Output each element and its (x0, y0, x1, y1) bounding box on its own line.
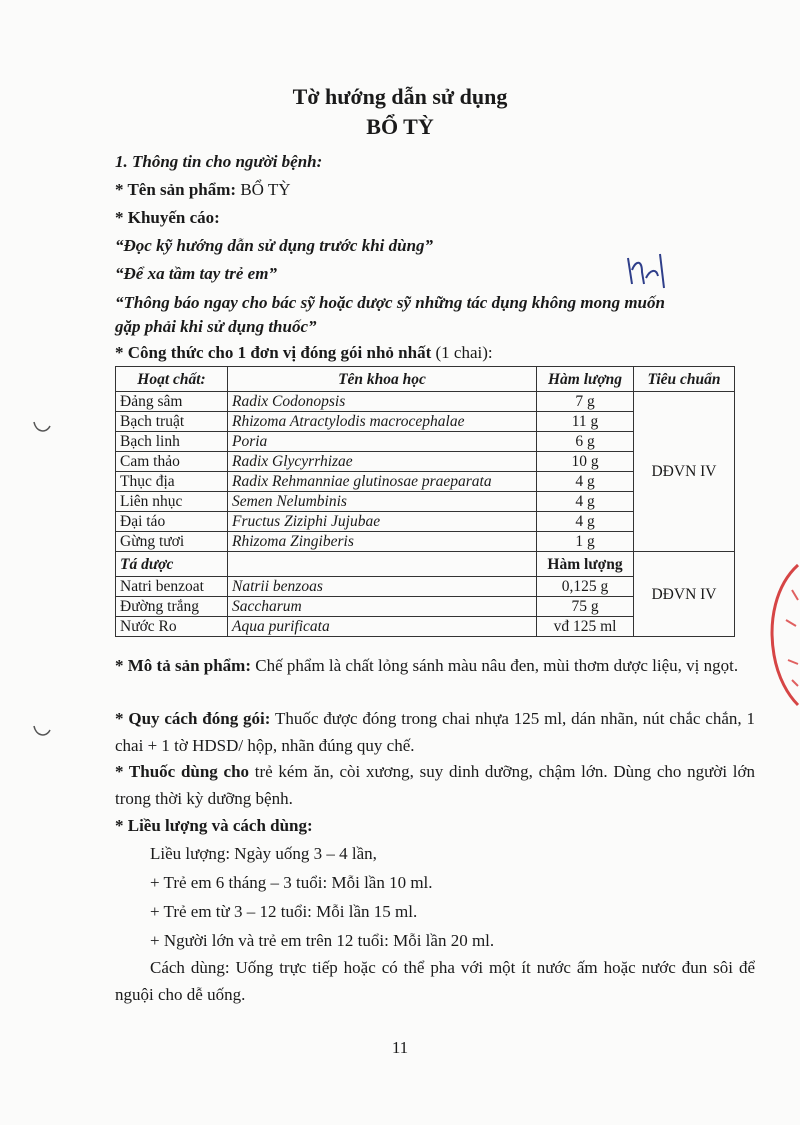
product-name-value: BỔ TỲ (236, 180, 291, 199)
warning-report-line-2: gặp phải khi sử dụng thuốc” (115, 317, 317, 336)
header-active: Hoạt chất: (116, 367, 228, 392)
table-row (116, 392, 735, 412)
dosage-line: + Trẻ em 6 tháng – 3 tuổi: Mỗi lần 10 ml. (150, 873, 433, 892)
description-label: * Mô tả sản phẩm: (115, 656, 252, 675)
amount: 6 g (537, 432, 634, 452)
scientific-name: Radix Codonopsis (228, 392, 537, 412)
table-header-row (116, 367, 735, 392)
amount: 4 g (537, 472, 634, 492)
product-name-label: * Tên sản phẩm: (115, 180, 237, 199)
indication-text: trẻ kém ăn, còi xương, suy dinh dưỡng, chậm lớn. Dùng cho người lớn trong thời kỳ dưỡng bệnh. (115, 762, 755, 808)
dosage-line: + Trẻ em từ 3 – 12 tuổi: Mỗi lần 15 ml. (150, 902, 418, 921)
description-text: Chế phẩm là chất lỏng sánh màu nâu đen, mùi thơm dược liệu, vị ngọt. (251, 656, 739, 675)
amount: 0,125 g (537, 577, 634, 597)
excipient-amount-header: Hàm lượng (537, 552, 634, 577)
scientific-name: Poria (228, 432, 537, 452)
description-paragraph (115, 652, 755, 679)
amount: 7 g (537, 392, 634, 412)
excipient-standard: DĐVN IV (634, 552, 735, 637)
amount: 10 g (537, 452, 634, 472)
amount: 4 g (537, 512, 634, 532)
packaging-text: Thuốc được đóng trong chai nhựa 125 ml, dán nhãn, nút chắc chắn, 1 chai + 1 tờ HDSD/ hộp, nhãn đúng quy chế. (115, 709, 755, 755)
warning-read-instructions: “Đọc kỹ hướng dẫn sử dụng trước khi dùng” (115, 236, 434, 255)
indication-paragraph (115, 758, 755, 812)
scientific-name: Fructus Ziziphi Jujubae (228, 512, 537, 532)
page-number: 11 (391, 1038, 409, 1057)
ingredient-name: Cam thảo (116, 452, 228, 472)
scientific-name: Natrii benzoas (228, 577, 537, 597)
warning-report-line-1: “Thông báo ngay cho bác sỹ hoặc dược sỹ những tác dụng không mong muốn (115, 293, 665, 312)
ingredient-name: Đảng sâm (116, 392, 228, 412)
dosage-label: * Liều lượng và cách dùng: (115, 816, 313, 835)
scientific-name: Rhizoma Atractylodis macrocephalae (228, 412, 537, 432)
product-name-line (115, 178, 755, 202)
ingredient-name: Liên nhục (116, 492, 228, 512)
excipient-name: Nước Ro (116, 617, 228, 637)
excipient-header-row (116, 552, 735, 577)
amount: 75 g (537, 597, 634, 617)
scientific-name: Aqua purificata (228, 617, 537, 637)
scientific-name: Radix Glycyrrhizae (228, 452, 537, 472)
indication-label: * Thuốc dùng cho (115, 762, 250, 781)
header-amount: Hàm lượng (537, 367, 634, 392)
usage-paragraph: Cách dùng: Uống trực tiếp hoặc có thể pha với một ít nước ấm hoặc nước đun sôi để nguội cho dễ uống. (115, 958, 755, 1004)
ingredient-name: Bạch linh (116, 432, 228, 452)
excipient-name: Natri benzoat (116, 577, 228, 597)
formula-line (115, 341, 755, 365)
ingredient-name: Gừng tươi (116, 532, 228, 552)
formula-label: * Công thức cho 1 đơn vị đóng gói nhỏ nhất (115, 343, 432, 362)
amount: vđ 125 ml (537, 617, 634, 637)
amount: 4 g (537, 492, 634, 512)
header-standard: Tiêu chuẩn (634, 367, 735, 392)
punch-hole-mark (30, 418, 54, 438)
formula-unit: (1 chai): (431, 343, 493, 362)
section-heading: 1. Thông tin cho người bệnh: (115, 152, 323, 171)
scientific-name: Saccharum (228, 597, 537, 617)
red-seal-stamp (762, 560, 800, 710)
dosage-line: + Người lớn và trẻ em trên 12 tuổi: Mỗi lần 20 ml. (150, 931, 495, 950)
excipient-name: Đường trắng (116, 597, 228, 617)
handwritten-initials (620, 250, 670, 290)
scientific-name: Rhizoma Zingiberis (228, 532, 537, 552)
formula-table (115, 366, 735, 637)
ingredient-name: Bạch truật (116, 412, 228, 432)
document-title: Tờ hướng dẫn sử dụng (292, 84, 508, 109)
dosage-line: Liều lượng: Ngày uống 3 – 4 lần, (150, 844, 377, 863)
punch-hole-mark (30, 722, 54, 742)
product-title: BỔ TỲ (366, 114, 434, 139)
packaging-label: * Quy cách đóng gói: (115, 709, 271, 728)
warning-keep-away: “Để xa tầm tay trẻ em” (115, 264, 277, 283)
amount: 11 g (537, 412, 634, 432)
amount: 1 g (537, 532, 634, 552)
scientific-name: Semen Nelumbinis (228, 492, 537, 512)
packaging-paragraph (115, 705, 755, 759)
warning-label: * Khuyến cáo: (115, 208, 220, 227)
empty-cell (228, 552, 537, 577)
scientific-name: Radix Rehmanniae glutinosae praeparata (228, 472, 537, 492)
ingredient-name: Đại táo (116, 512, 228, 532)
active-standard: DĐVN IV (634, 392, 735, 552)
ingredient-name: Thục địa (116, 472, 228, 492)
header-scientific: Tên khoa học (228, 367, 537, 392)
excipient-header: Tá dược (116, 552, 228, 577)
